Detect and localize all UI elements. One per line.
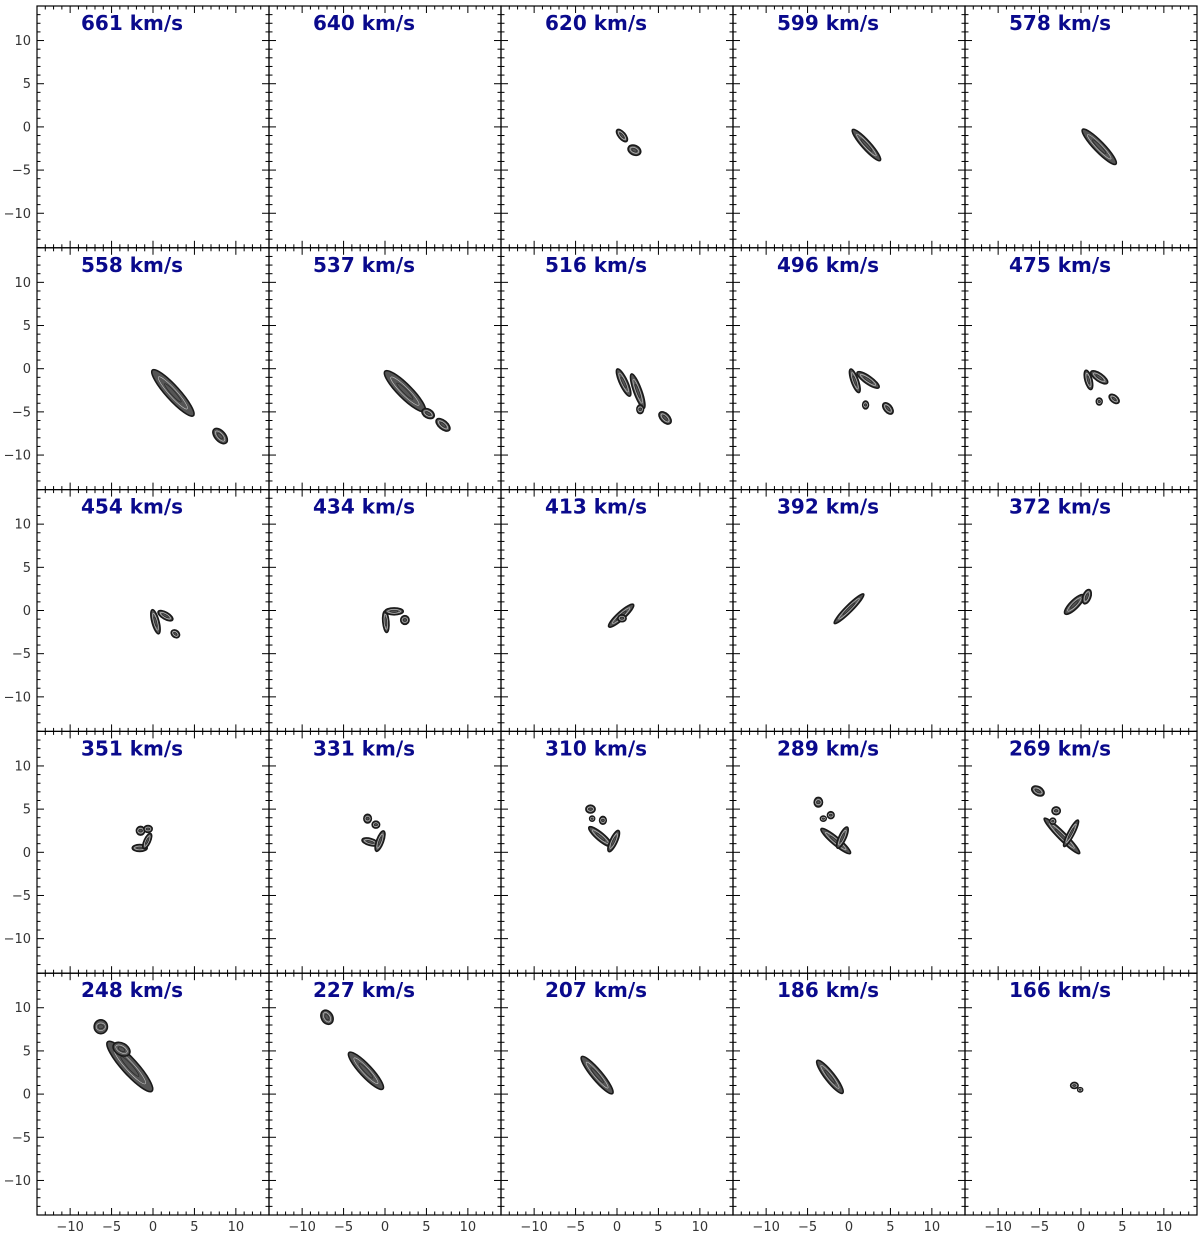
emission-contour (1107, 393, 1120, 406)
emission-contour (863, 401, 869, 409)
x-tick-label: 5 (190, 1220, 199, 1235)
y-tick-label: 0 (22, 362, 31, 378)
x-tick-label: −5 (565, 1220, 586, 1235)
channel-panel (269, 490, 501, 732)
panel-velocity-label: 207 km/s (545, 978, 648, 1003)
panel-frame (269, 248, 501, 490)
x-tick-label: 5 (1118, 1220, 1127, 1235)
panel-frame (501, 490, 733, 732)
channel-panel (4, 731, 269, 973)
panel-frame (965, 248, 1197, 490)
channel-panel (4, 490, 269, 732)
y-tick-label: 10 (14, 275, 31, 291)
emission-contour (147, 365, 198, 420)
panel-velocity-label: 620 km/s (545, 11, 648, 35)
emission-contour (94, 1020, 107, 1034)
emission-contour (618, 615, 626, 622)
channel-panel (4, 248, 269, 490)
y-tick-label: −10 (3, 448, 31, 464)
y-tick-label: 5 (22, 1044, 31, 1060)
emission-contour (820, 816, 826, 821)
channel-panel (965, 248, 1197, 490)
x-tick-label: 0 (148, 1220, 158, 1235)
emission-contour (380, 366, 430, 416)
y-tick-label: 10 (14, 1001, 31, 1017)
channel-panel (965, 731, 1197, 973)
x-tick-label: 5 (654, 1220, 663, 1235)
panel-frame (965, 973, 1197, 1215)
emission-contour (401, 616, 409, 625)
panel-frame (733, 6, 965, 248)
x-tick-label: −10 (984, 1220, 1012, 1235)
panel-frame (501, 731, 733, 973)
panel-frame (37, 6, 269, 248)
emission-contour (586, 805, 595, 813)
channel-panel (733, 490, 965, 732)
emission-contour (385, 608, 403, 615)
emission-contour (1050, 818, 1056, 824)
x-tick-label: −5 (101, 1220, 122, 1235)
emission-contour (657, 410, 674, 427)
emission-contour (615, 128, 630, 144)
y-tick-label: −10 (3, 206, 31, 222)
emission-contour (1096, 398, 1102, 405)
y-tick-label: 0 (22, 1087, 31, 1103)
x-tick-label: 10 (691, 1220, 709, 1235)
emission-contour (1052, 807, 1060, 815)
emission-contour (345, 1048, 388, 1093)
emission-contour (170, 628, 181, 639)
emission-contour (600, 816, 607, 824)
panel-velocity-label: 351 km/s (81, 736, 184, 761)
channel-panel (965, 490, 1197, 732)
x-tick-label: 10 (1155, 1220, 1173, 1235)
x-tick-label: −10 (752, 1220, 780, 1235)
emission-contour (318, 1008, 335, 1027)
panel-velocity-label: 331 km/s (313, 736, 416, 761)
panel-frame (965, 6, 1197, 248)
emission-contour (578, 1053, 617, 1096)
panel-velocity-label: 537 km/s (313, 252, 416, 277)
channel-panel (4, 6, 269, 248)
y-tick-label: 10 (14, 34, 31, 50)
panel-velocity-label: 413 km/s (545, 494, 648, 519)
channel-panel (501, 6, 733, 248)
channel-panel (733, 731, 965, 973)
x-tick-label: 0 (1076, 1220, 1086, 1235)
emission-contour (1081, 588, 1093, 605)
panel-frame (269, 731, 501, 973)
panel-frame (965, 731, 1197, 973)
channel-panel (733, 248, 965, 490)
x-tick-label: −10 (288, 1220, 316, 1235)
y-tick-label: 5 (22, 77, 31, 93)
channel-panel (965, 973, 1197, 1235)
x-tick-label: 10 (227, 1220, 245, 1235)
emission-contour (814, 797, 822, 806)
panel-frame (269, 973, 501, 1215)
channel-panel (269, 731, 501, 973)
panel-velocity-label: 392 km/s (777, 494, 880, 519)
panel-frame (733, 973, 965, 1215)
emission-contour (626, 143, 642, 157)
channel-panel (501, 248, 733, 490)
panel-frame (269, 6, 501, 248)
channel-panel (733, 6, 965, 248)
panel-velocity-label: 227 km/s (313, 978, 416, 1003)
y-tick-label: −5 (11, 163, 31, 179)
x-tick-label: 10 (923, 1220, 941, 1235)
x-tick-label: −5 (333, 1220, 354, 1235)
panel-velocity-label: 496 km/s (777, 252, 880, 277)
x-tick-label: 0 (844, 1220, 854, 1235)
y-tick-label: −10 (3, 932, 31, 948)
x-tick-label: 5 (422, 1220, 431, 1235)
panel-frame (37, 973, 269, 1215)
x-tick-label: 10 (459, 1220, 477, 1235)
panel-velocity-label: 372 km/s (1009, 494, 1112, 519)
x-tick-label: −10 (56, 1220, 84, 1235)
panel-velocity-label: 475 km/s (1009, 252, 1112, 277)
panel-velocity-label: 599 km/s (777, 11, 880, 35)
y-tick-label: −10 (3, 690, 31, 706)
emission-contour (434, 416, 452, 433)
emission-contour (102, 1037, 158, 1097)
panel-velocity-label: 166 km/s (1009, 978, 1112, 1003)
panel-velocity-label: 454 km/s (81, 494, 184, 519)
channel-panel (733, 973, 965, 1235)
x-tick-label: 5 (886, 1220, 895, 1235)
y-tick-label: 0 (22, 120, 31, 136)
y-tick-label: −5 (11, 1130, 31, 1146)
channel-panel (501, 731, 733, 973)
panel-velocity-label: 661 km/s (81, 11, 184, 35)
panel-velocity-label: 558 km/s (81, 252, 184, 277)
channel-panel (4, 973, 269, 1235)
emission-contour (637, 405, 644, 414)
x-tick-label: −10 (520, 1220, 548, 1235)
emission-contour (1078, 1088, 1083, 1092)
emission-contour (590, 816, 595, 821)
panel-frame (501, 6, 733, 248)
x-tick-label: −5 (1029, 1220, 1050, 1235)
x-tick-label: 0 (612, 1220, 622, 1235)
y-tick-label: −5 (11, 647, 31, 663)
y-tick-label: 10 (14, 517, 31, 533)
emission-contour (144, 826, 152, 833)
channel-panel (501, 973, 733, 1235)
channel-panel (965, 6, 1197, 248)
emission-contour (881, 401, 895, 416)
panel-velocity-label: 289 km/s (777, 736, 880, 761)
panel-velocity-label: 434 km/s (313, 494, 416, 519)
panel-frame (37, 248, 269, 490)
channel-panel (269, 6, 501, 248)
panel-frame (733, 248, 965, 490)
panel-velocity-label: 516 km/s (545, 252, 648, 277)
panel-frame (37, 731, 269, 973)
emission-contour (1071, 1082, 1078, 1088)
emission-contour (210, 426, 230, 446)
panel-frame (965, 490, 1197, 732)
y-tick-label: 10 (14, 759, 31, 775)
channel-panel (269, 248, 501, 490)
panel-frame (501, 973, 733, 1215)
channel-panel (501, 490, 733, 732)
panel-velocity-label: 640 km/s (313, 11, 416, 35)
emission-contour (832, 592, 866, 626)
emission-contour (364, 814, 371, 823)
channel-panel (269, 973, 501, 1235)
x-tick-label: 0 (380, 1220, 390, 1235)
emission-contour (1079, 126, 1120, 168)
y-tick-label: 5 (22, 319, 31, 335)
y-tick-label: 0 (22, 604, 31, 619)
panel-velocity-label: 186 km/s (777, 978, 880, 1003)
y-tick-label: 5 (22, 802, 31, 818)
y-tick-label: 0 (22, 845, 31, 861)
emission-contour (813, 1058, 846, 1096)
y-tick-label: −5 (11, 405, 31, 421)
panel-velocity-label: 269 km/s (1009, 736, 1112, 761)
x-tick-label: −5 (797, 1220, 818, 1235)
y-tick-label: 5 (22, 560, 31, 576)
panel-velocity-label: 310 km/s (545, 736, 648, 761)
emission-contour (827, 812, 834, 819)
emission-contour (1030, 784, 1046, 798)
emission-contour (849, 127, 883, 164)
y-tick-label: −5 (11, 888, 31, 904)
y-tick-label: −10 (3, 1173, 31, 1189)
panel-velocity-label: 248 km/s (81, 978, 184, 1003)
panel-velocity-label: 578 km/s (1009, 11, 1112, 35)
emission-contour (372, 821, 379, 828)
